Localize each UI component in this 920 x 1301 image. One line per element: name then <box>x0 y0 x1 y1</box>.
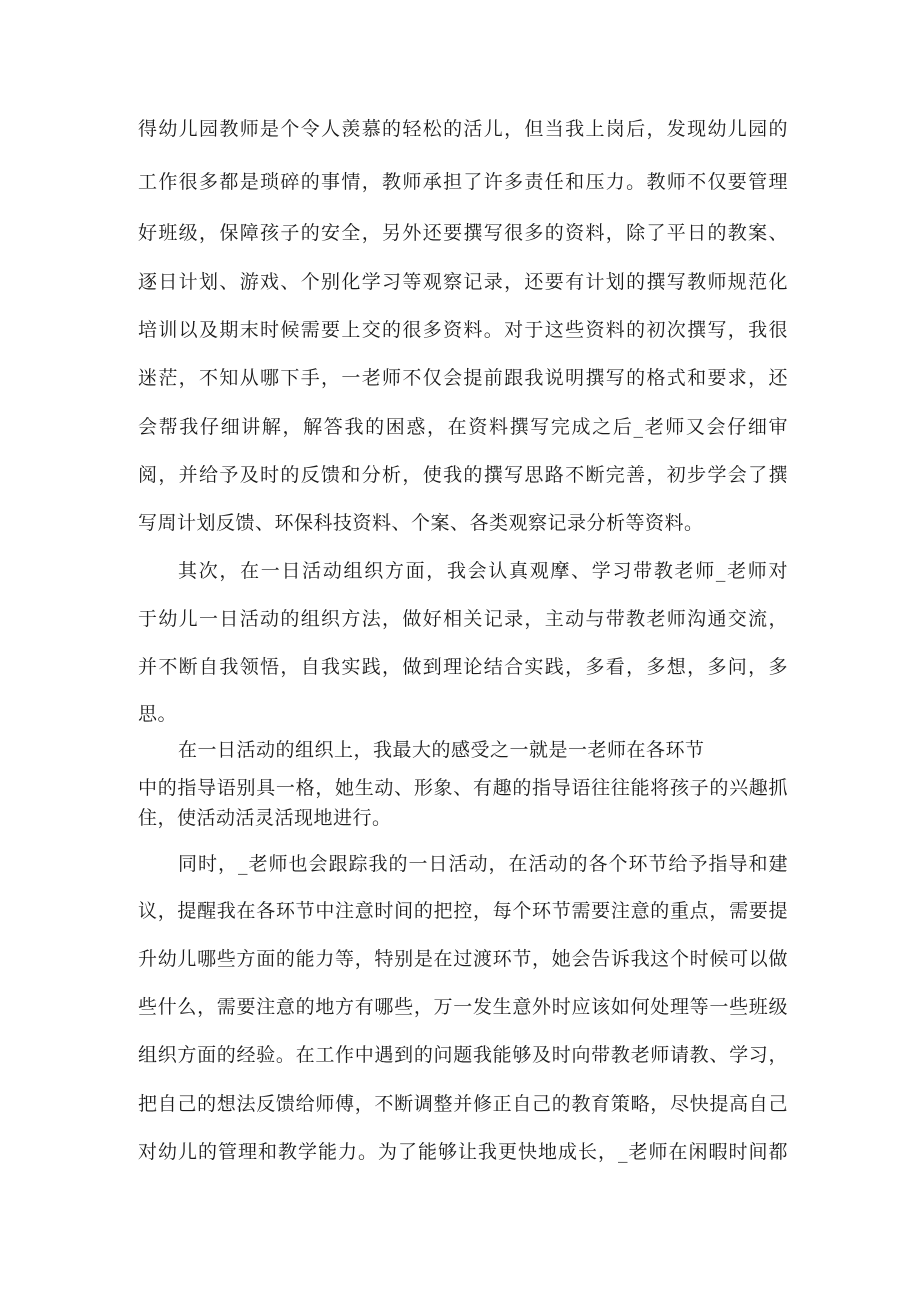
text-line: 其次，在一日活动组织方面，我会认真观摩、学习带教老师_老师对 <box>178 560 788 582</box>
text-line: 于幼儿一日活动的组织方法，做好相关记录，主动与带教老师沟通交流， <box>138 608 788 630</box>
text-line: 会帮我仔细讲解，解答我的困惑，在资料撰写完成之后_老师又会仔细审 <box>138 416 788 438</box>
text-line: 得幼儿园教师是个令人羡慕的轻松的活儿，但当我上岗后，发现幼儿园的 <box>138 118 788 140</box>
text-line: 住，使活动活灵活现地进行。 <box>138 807 392 829</box>
text-line: 议，提醒我在各环节中注意时间的把控，每个环节需要注意的重点，需要提 <box>138 900 788 922</box>
text-line: 并不断自我领悟，自我实践，做到理论结合实践，多看，多想，多问，多 <box>138 656 788 678</box>
text-line: 组织方面的经验。在工作中遇到的问题我能够及时向带教老师请教、学习， <box>138 1044 788 1066</box>
text-line: 升幼儿哪些方面的能力等，特别是在过渡环节，她会告诉我这个时候可以做 <box>138 948 788 970</box>
text-line: 在一日活动的组织上，我最大的感受之一就是一老师在各环节 <box>178 739 705 761</box>
text-line: 把自己的想法反馈给师傅，不断调整并修正自己的教育策略，尽快提高自己 <box>138 1093 788 1115</box>
text-line: 培训以及期末时候需要上交的很多资料。对于这些资料的初次撰写，我很 <box>138 319 788 341</box>
text-line: 同时，_老师也会跟踪我的一日活动，在活动的各个环节给予指导和建 <box>178 853 788 875</box>
text-line: 思。 <box>138 703 178 725</box>
text-line: 些什么，需要注意的地方有哪些，万一发生意外时应该如何处理等一些班级 <box>138 996 788 1018</box>
text-line: 好班级，保障孩子的安全，另外还要撰写很多的资料，除了平日的教案、 <box>138 222 788 244</box>
text-line: 逐日计划、游戏、个别化学习等观察记录，还要有计划的撰写教师规范化 <box>138 271 788 293</box>
text-line: 写周计划反馈、环保科技资料、个案、各类观察记录分析等资料。 <box>138 512 704 534</box>
text-line: 对幼儿的管理和教学能力。为了能够让我更快地成长，_老师在闲暇时间都 <box>138 1141 788 1163</box>
text-line: 工作很多都是琐碎的事情，教师承担了许多责任和压力。教师不仅要管理 <box>138 171 788 193</box>
text-line: 迷茫，不知从哪下手，一老师不仅会提前跟我说明撰写的格式和要求，还 <box>138 367 788 389</box>
text-line: 阅，并给予及时的反馈和分析，使我的撰写思路不断完善，初步学会了撰 <box>138 464 788 486</box>
text-line: 中的指导语别具一格，她生动、形象、有趣的指导语往往能将孩子的兴趣抓 <box>138 777 788 799</box>
